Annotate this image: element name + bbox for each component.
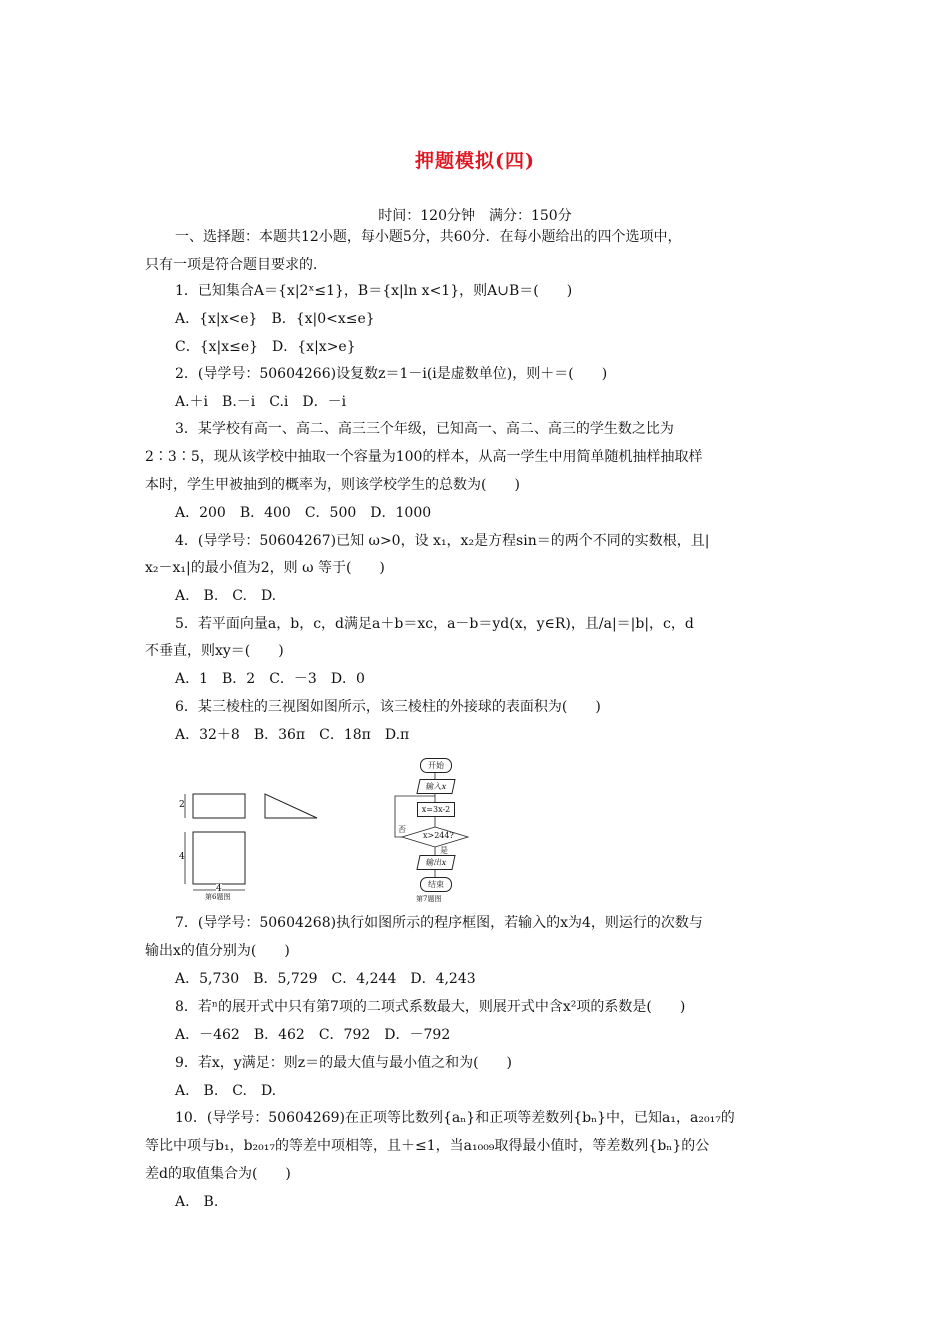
q6-stem: 6．某三棱柱的三视图如图所示，该三棱柱的外接球的表面积为( ): [175, 699, 601, 715]
three-view-drawing: [175, 788, 335, 900]
q7-stem: 7．(导学号：50604268)执行如图所示的程序框图，若输入的x为4，则运行的次数与: [175, 915, 703, 931]
flowchart-yes-label: 是: [440, 846, 448, 855]
q7-options: A．5,730 B．5,729 C．4,244 D．4,243: [175, 971, 476, 987]
flowchart-end: 结束: [420, 877, 452, 892]
flowchart-no-label: 否: [398, 825, 406, 834]
q2-options: A.＋i B.－i C.i D．－i: [175, 394, 347, 410]
exam-info: 时间：120分钟 满分：150分: [378, 208, 572, 224]
q8-options: A．－462 B．462 C．792 D．－792: [175, 1027, 451, 1043]
figure-7-flowchart: [390, 754, 480, 904]
q10-stem-3: 差d的取值集合为( ): [145, 1166, 291, 1182]
page-title: 押题模拟(四): [415, 150, 535, 172]
figure-7-caption: 第7题图: [416, 895, 442, 903]
q3-stem-2: 2∶3∶5，现从该学校中抽取一个容量为100的样本，从高一学生中用简单随机抽样抽取样: [145, 449, 703, 465]
figure-6-three-views: [175, 788, 335, 900]
section-heading-cont: 只有一项是符合题目要求的．: [145, 257, 327, 273]
q5-stem-2: 不垂直，则xy＝( ): [145, 643, 284, 659]
q6-options: A．32＋8 B．36π C．18π D.π: [175, 727, 410, 743]
flowchart-output: 输出x: [416, 855, 455, 870]
q1-options-ab: A．{x|x<e} B．{x|0<x≤e}: [175, 311, 375, 327]
q3-stem: 3．某学校有高一、高二、高三三个年级，已知高一、高二、高三的学生数之比为: [175, 421, 674, 437]
q4-options: A. B. C. D.: [175, 588, 277, 604]
q8-stem: 8．若ⁿ的展开式中只有第7项的二项式系数最大，则展开式中含x²项的系数是( ): [175, 999, 686, 1015]
figure-6-caption: 第6题图: [205, 893, 231, 901]
q7-stem-2: 输出x的值分别为( ): [145, 943, 290, 959]
q4-stem: 4．(导学号：50604267)已知 ω>0，设 x₁，x₂是方程sin＝的两个不同的实数根，且|: [175, 533, 710, 549]
q9-stem: 9．若x，y满足：则z＝的最大值与最小值之和为( ): [175, 1055, 513, 1071]
q10-stem: 10．(导学号：50604269)在正项等比数列{aₙ}和正项等差数列{bₙ}中，已知a₁，a₂₀₁₇的: [175, 1110, 735, 1126]
q2-stem: 2．(导学号：50604266)设复数z＝1－i(i是虚数单位)，则＋＝( ): [175, 366, 608, 382]
q5-stem: 5．若平面向量a，b，c，d满足a＋b＝xc，a－b＝yd(x，y∈R)，且/a|＝|b|，c，d: [175, 616, 694, 632]
q10-stem-2: 等比中项与b₁，b₂₀₁₇的等差中项相等，且＋≤1，当a₁₀₀₉取得最小值时，等差数列{bₙ}的公: [145, 1138, 710, 1154]
q1-stem: 1．已知集合A＝{x|2ˣ≤1}，B＝{x|ln x<1}，则A∪B＝( ): [175, 283, 573, 299]
flowchart-input: 输入x: [416, 779, 455, 794]
q3-stem-3: 本时，学生甲被抽到的概率为，则该学校学生的总数为( ): [145, 477, 520, 493]
section-heading: 一、选择题：本题共12小题，每小题5分，共60分．在每小题给出的四个选项中，: [175, 229, 682, 245]
flowchart-start: 开始: [420, 758, 452, 773]
dim-width-bottom: 4: [216, 884, 222, 894]
q3-options: A．200 B．400 C．500 D．1000: [175, 505, 432, 521]
q1-options-cd: C．{x|x≤e} D．{x|x>e}: [175, 339, 356, 355]
flowchart-condition: x>244?: [423, 831, 454, 840]
q10-options: A. B.: [175, 1194, 219, 1210]
q4-stem-2: x₂－x₁|的最小值为2，则 ω 等于( ): [145, 560, 385, 576]
q9-options: A. B. C. D.: [175, 1083, 277, 1099]
flowchart-assign: x=3x-2: [417, 802, 455, 817]
q5-options: A．1 B．2 C．－3 D．0: [175, 671, 365, 687]
dim-height-top: 2: [179, 800, 185, 810]
dim-height-side: 4: [179, 852, 185, 862]
